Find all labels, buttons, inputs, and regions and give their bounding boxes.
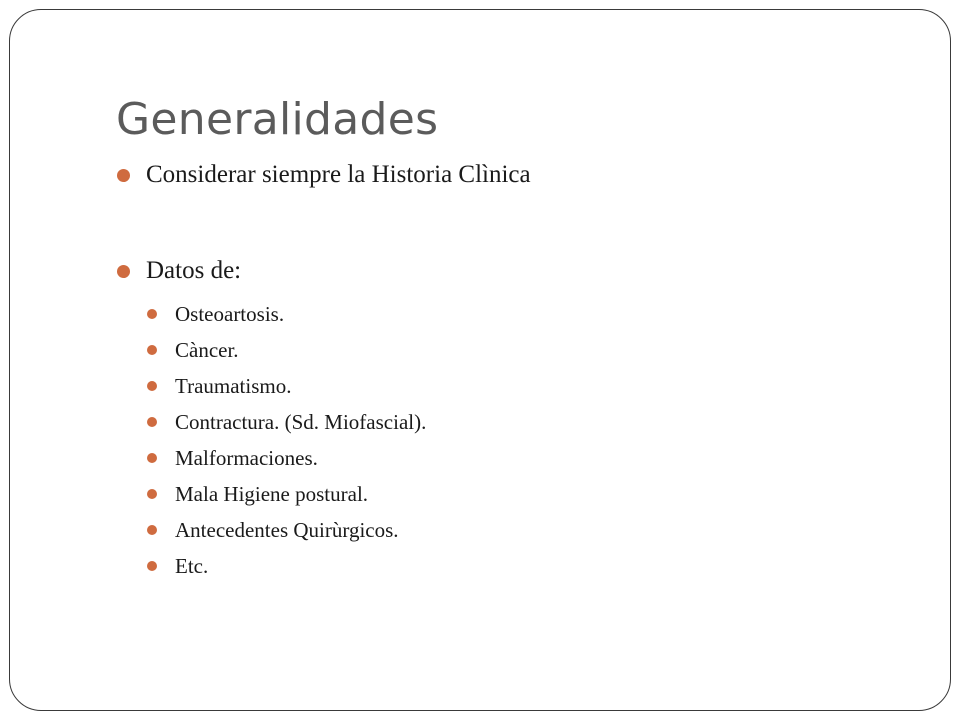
bullet-dot-icon <box>147 489 157 499</box>
sub-bullet-text: Càncer. <box>175 338 239 362</box>
sub-bullet-item <box>175 337 239 363</box>
sub-bullet-item <box>175 409 426 435</box>
sub-bullet-text: Contractura. (Sd. Miofascial). <box>175 410 427 434</box>
sub-bullet-item <box>175 445 318 471</box>
bullet-dot-icon <box>147 525 157 535</box>
bullet-dot-icon <box>147 381 157 391</box>
slide-frame <box>9 9 951 711</box>
bullet-item-datos-de <box>146 256 241 286</box>
sub-bullet-item <box>175 517 399 543</box>
bullet-dot-icon <box>147 309 157 319</box>
sub-bullet-text: Traumatismo. <box>175 374 292 398</box>
bullet-dot-icon <box>117 265 130 278</box>
bullet-dot-icon <box>147 417 157 427</box>
sub-bullet-text: Malformaciones. <box>175 446 318 470</box>
sub-bullet-text: Etc. <box>175 554 209 578</box>
sub-bullet-item <box>175 481 368 507</box>
bullet-dot-icon <box>147 561 157 571</box>
sub-bullet-item <box>175 373 291 399</box>
bullet-text: Datos de: <box>146 257 242 284</box>
bullet-dot-icon <box>117 169 130 182</box>
bullet-dot-icon <box>147 345 157 355</box>
sub-bullet-text: Osteoartosis. <box>175 302 285 326</box>
sub-bullet-text: Antecedentes Quirùrgicos. <box>175 518 399 542</box>
sub-bullet-item <box>175 553 208 579</box>
sub-bullet-item <box>175 301 284 327</box>
sub-bullet-text: Mala Higiene postural. <box>175 482 369 506</box>
slide-title: Generalidades <box>116 94 439 145</box>
bullet-dot-icon <box>147 453 157 463</box>
bullet-item-historia-clinica <box>146 160 531 190</box>
bullet-text: Considerar siempre la Historia Clìnica <box>146 161 531 188</box>
